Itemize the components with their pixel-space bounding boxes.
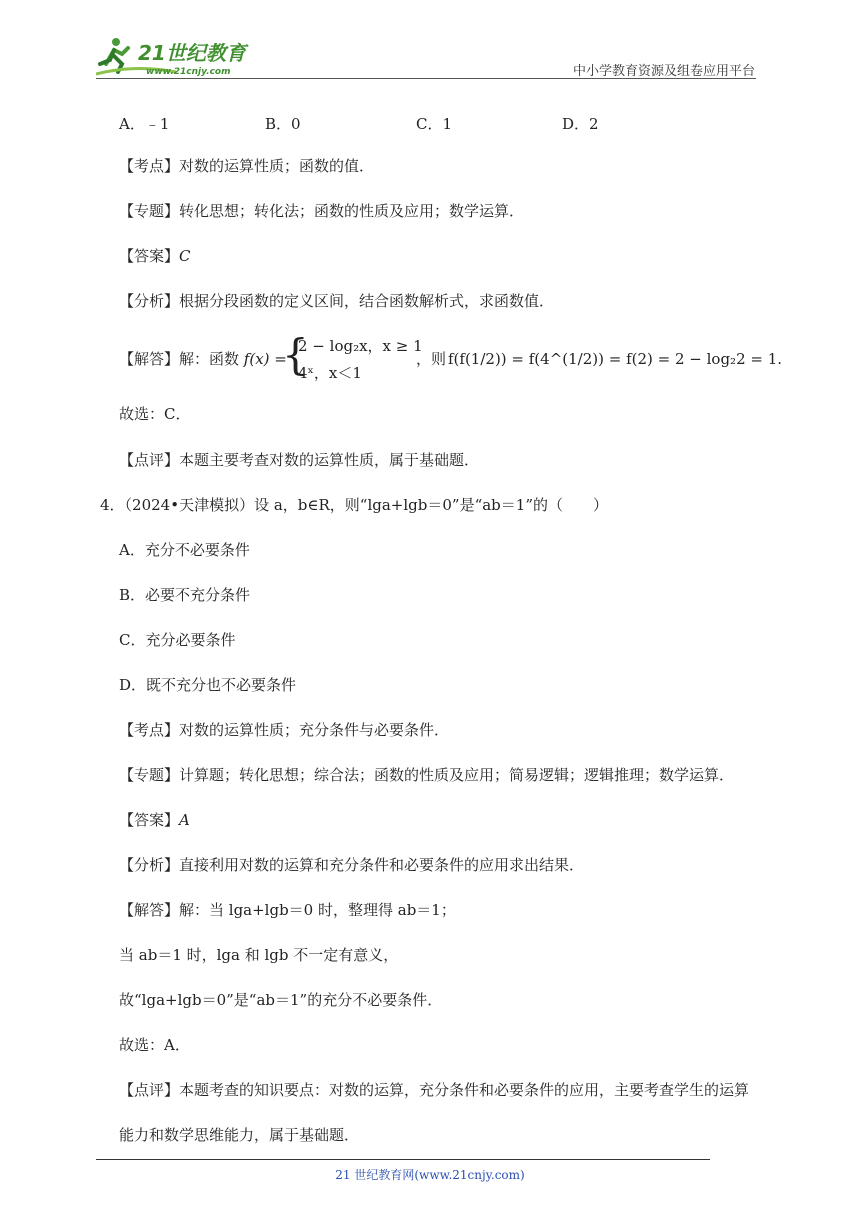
q3-jieda-prefix: 【解答】解：函数 f(x) = xyxy=(119,350,287,368)
q3-jieda-then: ，则 xyxy=(416,350,447,368)
q4-option-b: B．必要不充分条件 xyxy=(119,586,251,604)
q3-guxuan: 故选：C． xyxy=(119,405,191,423)
q4-dianping-2: 能力和数学思维能力，属于基础题． xyxy=(119,1126,360,1144)
q4-option-d: D．既不充分也不必要条件 xyxy=(119,676,297,694)
q3-fenxi: 【分析】根据分段函数的定义区间，结合函数解析式，求函数值． xyxy=(119,292,555,310)
q4-kaodian: 【考点】对数的运算性质；充分条件与必要条件． xyxy=(119,721,450,739)
q3-zhuanti: 【专题】转化思想；转化法；函数的性质及应用；数学运算． xyxy=(119,202,525,220)
q4-guxuan: 故选：A． xyxy=(119,1036,190,1054)
piecewise-brace: { xyxy=(282,330,309,379)
q3-answer xyxy=(119,246,191,266)
q4-fenxi: 【分析】直接利用对数的运算和充分条件和必要条件的应用求出结果． xyxy=(119,856,585,874)
q3-kaodian: 【考点】对数的运算性质；函数的值． xyxy=(119,157,375,175)
site-logo xyxy=(96,34,256,78)
q4-option-a: A．充分不必要条件 xyxy=(119,541,250,559)
header-platform-name: 中小学教育资源及组卷应用平台 xyxy=(572,64,755,79)
piece-2: 4ˣ，x＜1 xyxy=(298,364,362,382)
piece-1: 2 − log₂x，x ≥ 1 xyxy=(298,337,423,355)
fx-label: f(x) = xyxy=(243,350,287,368)
q4-zhuanti: 【专题】计算题；转化思想；综合法；函数的性质及应用；简易逻辑；逻辑推理；数学运算． xyxy=(119,766,735,784)
q3-jieda-formula: f(f(1/2)) = f(4^(1/2)) = f(2) = 2 − log₂2 = 1. xyxy=(448,350,783,368)
q4-dianping-1: 【点评】本题考查的知识要点：对数的运算，充分条件和必要条件的应用，主要考查学生的运算 xyxy=(119,1081,750,1099)
q3-dianping: 【点评】本题主要考查对数的运算性质，属于基础题． xyxy=(119,451,480,469)
option-d: D．2 xyxy=(562,115,599,133)
answer-label: 【答案】 xyxy=(119,811,180,829)
footer-divider xyxy=(96,1159,710,1160)
q4-answer xyxy=(119,810,190,830)
answer-value: C xyxy=(179,247,191,265)
option-b: B．0 xyxy=(265,115,301,133)
q4-stem: 4．（2024•天津模拟）设 a，b∈R，则“lga+lgb＝0”是“ab＝1”的（ ） xyxy=(100,496,608,514)
option-c: C．1 xyxy=(416,115,453,133)
q4-jieda-2: 当 ab＝1 时，lga 和 lgb 不一定有意义， xyxy=(119,946,399,964)
answer-label: 【答案】 xyxy=(119,247,180,265)
q4-jieda-1: 【解答】解：当 lga+lgb＝0 时，整理得 ab＝1； xyxy=(119,901,456,919)
answer-value: A xyxy=(179,811,190,829)
q4-jieda-3: 故“lga+lgb＝0”是“ab＝1”的充分不必要条件． xyxy=(119,991,443,1009)
svg-text:www.21cnjy.com: www.21cnjy.com xyxy=(146,67,231,77)
q4-option-c: C．充分必要条件 xyxy=(119,631,236,649)
footer-link[interactable]: 21 世纪教育网(www.21cnjy.com) xyxy=(335,1168,525,1182)
header-divider xyxy=(96,78,756,79)
svg-text:21世纪教育: 21世纪教育 xyxy=(138,41,246,65)
option-a: A．﹣1 xyxy=(119,115,170,133)
